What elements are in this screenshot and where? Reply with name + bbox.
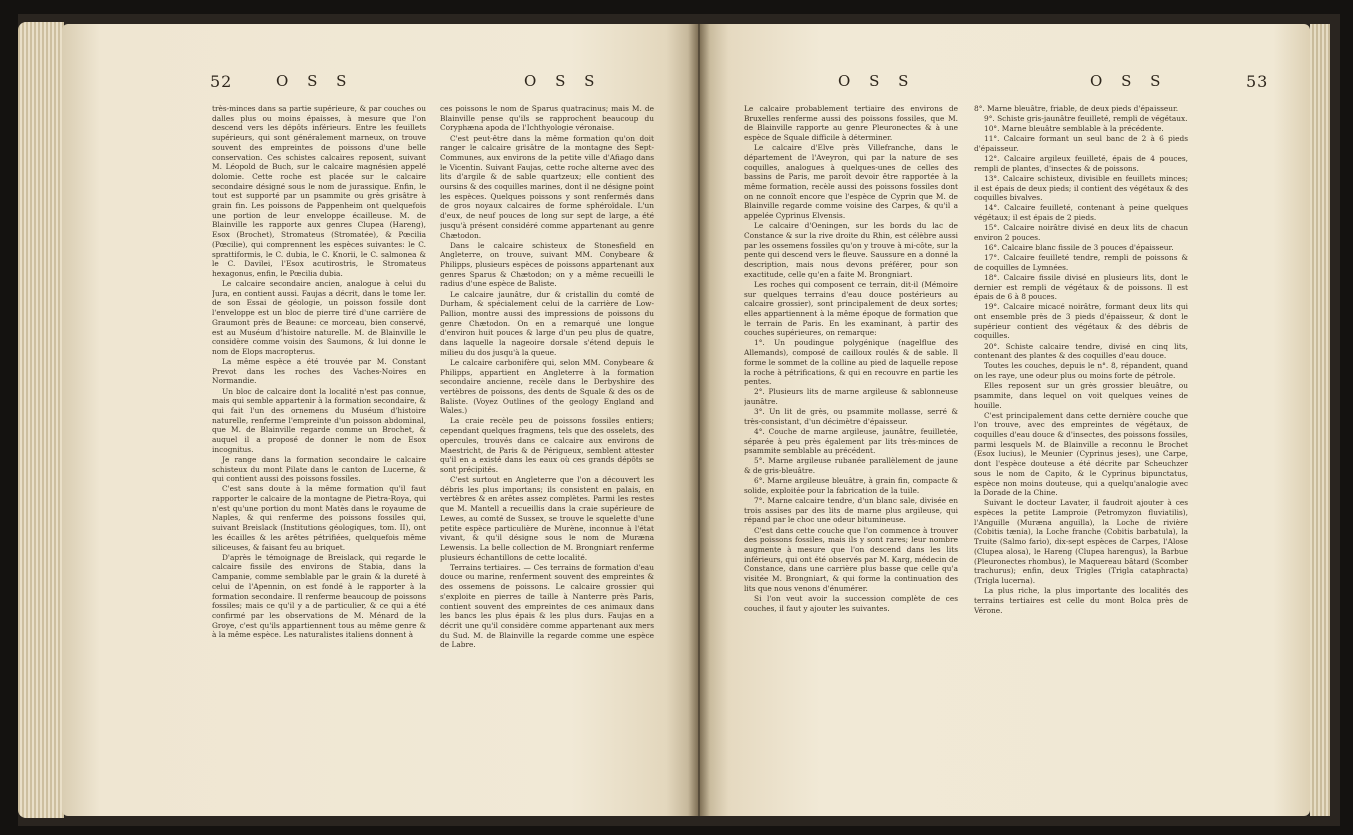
paragraph: 7°. Marne calcaire tendre, d'un blanc sale, divisée en trois assises par des lits de marne plus argileuse, qui répand par le choc une odeur bitumineuse. bbox=[744, 496, 958, 525]
paragraph: Terrains tertiaires. — Ces terrains de formation d'eau douce ou marine, renferment souvent des empreintes & des ossemens de poissons. Le calcaire grossier qui s'exploite en pierres de taille à Nanterre près Paris, contient souvent des empreintes de ces animaux dans les bancs les plus épais & les plus durs. Faujas en a décrit une qu'il considère comme appartenant aux mers du Sud. M. de Blainville la regarde comme une espèce de Labre. bbox=[440, 562, 654, 650]
paragraph: 14°. Calcaire feuilleté, contenant à peine quelques végétaux; il est épais de 2 pieds. bbox=[974, 203, 1188, 223]
paragraph: La même espèce a été trouvée par M. Constant Prevot dans les roches des Vaches-Noires en Normandie. bbox=[212, 357, 426, 386]
paragraph: La craie recèle peu de poissons fossiles entiers; cependant quelques fragmens, tels que des osselets, des opercules, trouvés dans ce calcaire aux environs de Maestricht, de Paris & de Périgueux, semblent attester qu'il en a existé dans les eaux où ces grands dépôts se sont précipités. bbox=[440, 416, 654, 474]
right-page-edges bbox=[1310, 24, 1330, 816]
paragraph: 18°. Calcaire fissile divisé en plusieurs lits, dont le dernier est rempli de végétaux & de poissons. Il est épais de 6 à 8 pouces. bbox=[974, 272, 1188, 302]
paragraph: C'est peut-être dans la même formation qu'on doit ranger le calcaire grisâtre de la montagne des Sept-Communes, aux environs de la petite ville d'Afiago dans le Vicentin. Suivant Faujas, cette roche alterne avec des lits d'argile & de sable quartzeux; elle contient des oursins & des coquilles marines, dont il ne désigne point les espèces. Quelques poissons y sont renfermés dans de gros noyaux calcaires de forme sphéroïdale. L'un d'eux, de neuf pouces de long sur sept de large, a été jusqu'à présent considéré comme appartenant au genre Chætodon. bbox=[440, 133, 654, 240]
paragraph: Le calcaire secondaire ancien, analogue à celui du Jura, en contient aussi. Faujas a décrit, dans le tome Ier. de son Essai de géologie, un poisson fossile dont l'enveloppe est un bloc de pierre tiré d'une carrière de Graumont près de Beaune: ce morceau, bien conservé, est au Muséum d'histoire naturelle. M. de Blainville le considère comme voisin des Saumons, & lui donne le nom de Elops macropterus. bbox=[212, 279, 426, 356]
paragraph: C'est principalement dans cette dernière couche que l'on trouve, avec des empreintes de végétaux, de coquilles d'eau douce & d'insectes, des poissons fossiles, parmi lesquels M. de Blainville a reconnu le Brochet (Esox lucius), le Meunier (Cyprinus jeses), une Carpe, dont l'espèce douteuse a été décrite par Scheuchzer sous le nom de Capito, & le Cyprinus bipunctatus, espèce non moins douteuse, qui a quelqu'analogie avec la Dorade de la Chine. bbox=[974, 410, 1188, 498]
right-page bbox=[698, 24, 1310, 816]
running-head: O S S bbox=[1090, 72, 1168, 90]
paragraph: Un bloc de calcaire dont la localité n'est pas connue, mais qui semble appartenir à la formation secondaire, & qui fait l'un des ornemens du Muséum d'histoire naturelle, renferme l'empreinte d'un poisson abdominal, que M. de Blainville regarde comme un Brochet, & auquel il a proposé de donner le nom de Esox incognitus. bbox=[212, 386, 426, 454]
text-column-1 bbox=[744, 104, 958, 804]
paragraph: Dans le calcaire schisteux de Stonesfield en Angleterre, on trouve, suivant MM. Conybeare & Philipps, plusieurs espèces de poissons appartenant aux genres Sparus & Chætodon; on y a même recueilli le radius d'une espèce de Baliste. bbox=[440, 240, 654, 289]
running-head: O S S bbox=[524, 72, 602, 90]
paragraph: 1°. Un poudingue polygénique (nagelflue des Allemands), composé de cailloux roulés & de sable. Il forme le sommet de la colline au pied de laquelle repose la roche à pétrifications, & qui en recouvre en partie les pentes. bbox=[744, 338, 958, 387]
paragraph: 5°. Marne argileuse rubanée parallèlement de jaune & de gris-bleuâtre. bbox=[744, 456, 958, 476]
paragraph: Les roches qui composent ce terrain, dit-il (Mémoire sur quelques terrains d'eau douce postérieurs au calcaire grossier), sont principalement de deux sortes; elles appartiennent à la même époque de formation que le terrain de Paris. En les examinant, à partir des couches supérieures, on remarque: bbox=[744, 279, 958, 338]
paragraph: 19°. Calcaire micacé noirâtre, formant deux lits qui ont ensemble près de 3 pieds d'épaisseur, & dont le supérieur contient des végétaux & des débris de coquilles. bbox=[974, 302, 1188, 341]
running-head: O S S bbox=[838, 72, 916, 90]
paragraph: ces poissons le nom de Sparus quatracinus; mais M. de Blainville pense qu'ils se rapprochent beaucoup du Coryphæna apoda de l'Ichthyologie véronaise. bbox=[440, 104, 654, 133]
paragraph: Le calcaire d'Oeningen, sur les bords du lac de Constance & sur la rive droite du Rhin, est célèbre aussi par les ossemens fossiles qu'on y trouve à mi-côte, sur la pente qui descend vers le fleuve. Saussure en a donné la description, mais nous devons préférer, pour son exactitude, celle qu'en a faite M. Brongniart. bbox=[744, 221, 958, 279]
left-page-edges bbox=[18, 22, 64, 818]
text-column-1 bbox=[212, 104, 426, 804]
paragraph: 17°. Calcaire feuilleté tendre, rempli de poissons & de coquilles de Lymnées. bbox=[974, 253, 1188, 272]
paragraph: 2°. Plusieurs lits de marne argileuse & sablonneuse jaunâtre. bbox=[744, 387, 958, 407]
paragraph: 8°. Marne bleuâtre, friable, de deux pieds d'épaisseur. bbox=[974, 104, 1179, 113]
paragraph: 3°. Un lit de grès, ou psammite mollasse, serré & très-consistant, d'un décimètre d'épaisseur. bbox=[744, 407, 958, 426]
left-page bbox=[62, 24, 698, 816]
paragraph: C'est dans cette couche que l'on commence à trouver des poissons fossiles, mais ils y sont rares; leur nombre augmente à mesure que l'on descend dans les lits inférieurs, qui ont été observés par M. Karg, médecin de Constance, dans une carrière plus basse que celle qu'a visitée M. Brongniart, & qui forme la continuation des lits que nous venons d'énumérer. bbox=[744, 525, 958, 593]
paragraph: 9°. Schiste gris-jaunâtre feuilleté, rempli de végétaux. bbox=[984, 114, 1188, 124]
paragraph: 12°. Calcaire argileux feuilleté, épais de 4 pouces, rempli de plantes, d'insectes & de poissons. bbox=[974, 154, 1188, 173]
left-page-header bbox=[62, 72, 698, 96]
book-gutter bbox=[688, 24, 710, 816]
paragraph: Je range dans la formation secondaire le calcaire schisteux du mont Pilate dans le canton de Lucerne, & qui contient aussi des poissons fossiles. bbox=[212, 454, 426, 484]
running-head: O S S bbox=[276, 72, 354, 90]
paragraph: Le calcaire jaunâtre, dur & cristallin du comté de Durham, & spécialement celui de la carrière de Low-Pallion, montre aussi des impressions de poissons du genre Chætodon. On en a remarqué une longue d'environ huit pouces & large d'un peu plus de quatre, dans laquelle la nageoire dorsale s'étend depuis le milieu du dos jusqu'à la queue. bbox=[440, 289, 654, 357]
paragraph: 13°. Calcaire schisteux, divisible en feuillets minces; il est épais de deux pieds; il contient des végétaux & des coquilles bivalves. bbox=[974, 173, 1188, 203]
paragraph: Toutes les couches, depuis le n°. 8, répandent, quand on les raye, une odeur plus ou moins forte de pétrole. bbox=[974, 361, 1188, 381]
paragraph: Suivant le docteur Lavater, il faudroit ajouter à ces espèces la petite Lamproie (Petromyzon fluviatilis), l'Anguille (Muræna anguilla), la Loche de rivière (Cobitis tænia), la Loche franche (Cobitis barbatula), la Truite (Salmo fario), dix-sept espèces de Carpes, l'Alose (Clupea alosa), le Hareng (Clupea harengus), la Barbue (Pleuronectes rhombus), le Maquereau bâtard (Scomber trachurus); enfin, deux Trigles (Trigla cataphracta) (Trigla lucerna). bbox=[974, 498, 1188, 585]
paragraph: Si l'on veut avoir la succession complète de ces couches, il faut y ajouter les suivantes. bbox=[744, 593, 958, 613]
paragraph: La plus riche, la plus importante des localités des terrains tertiaires est celle du mont Bolca près de Vérone. bbox=[974, 586, 1188, 615]
paragraph: 15°. Calcaire noirâtre divisé en deux lits de chacun environ 2 pouces. bbox=[974, 223, 1188, 242]
page-number: 52 bbox=[210, 72, 233, 91]
paragraph: D'après le témoignage de Breislack, qui regarde le calcaire fissile des environs de Stabia, dans la Campanie, comme semblable par le grain & la dureté à celui de l'Apennin, on est fondé à le rapporter à la formation secondaire. Il renferme beaucoup de poissons fossiles; mais ce qu'il y a de particulier, & ce qui a été confirmé par les observations de M. Ménard de la Groye, c'est qu'ils appartiennent tous au même genre & à la même espèce. Les naturalistes italiens donnent à bbox=[212, 552, 426, 640]
paragraph: Elles reposent sur un grès grossier bleuâtre, ou psammite, dans lequel on voit quelques veines de houille. bbox=[974, 381, 1188, 410]
paragraph: 4°. Couche de marne argileuse, jaunâtre, feuilletée, séparée à peu près également par lits très-minces de psammite semblable au précédent. bbox=[744, 426, 958, 456]
paragraph: très-minces dans sa partie supérieure, & par couches ou dalles plus ou moins épaisses, à mesure que l'on descend vers les dépôts inférieurs. Entre les feuillets supérieurs, qui sont généralement marneux, on trouve souvent des empreintes de poissons d'une belle conservation. Ces schistes calcaires reposent, suivant M. Léopold de Buch, sur le calcaire magnésien appelé dolomie. Cette roche est placée sur le calcaire secondaire désigné sous le nom de jurassique. Enfin, le tout est supporté par un psammite ou grès grisâtre à grain fin. Les poissons de Pappenheim ont quelquefois une portion de leur enveloppe écailleuse. M. de Blainville les rapporte aux genres Clupea (Hareng), Esox (Brochet), Stromateus (Stromatée), & Pœcilia (Pœcilie), qui comprennent les espèces suivantes: le C. sprattiformis, le C. dubia, le C. Knorii, le C. salmonea & le C. Davilei, l'Esox acutirostris, le Stromateus hexagonus, enfin, le Pœcilia dubia. bbox=[212, 104, 426, 278]
paragraph: 16°. Calcaire blanc fissile de 3 pouces d'épaisseur. bbox=[984, 242, 1174, 252]
paragraph: Le calcaire probablement tertiaire des environs de Bruxelles renferme aussi des poissons fossiles, que M. de Blainville rapporte au genre Pleuronectes & à une espèce de Squale difficile à déterminer. bbox=[744, 104, 958, 143]
paragraph: 11°. Calcaire formant un seul banc de 2 à 6 pieds d'épaisseur. bbox=[974, 134, 1188, 153]
text-column-2 bbox=[974, 104, 1188, 804]
paragraph: 10°. Marne bleuâtre semblable à la précédente. bbox=[984, 124, 1164, 134]
paragraph: C'est surtout en Angleterre que l'on a découvert les débris les plus importans; ils consistent en palais, en vertèbres & en arêtes assez complètes. Parmi les restes que M. Mantell a recueillis dans la craie supérieure de Lewes, au comté de Sussex, se trouve le squelette d'une petite espèce particulière de Murène, inconnue à l'état vivant, & qu'il désigne sous le nom de Muræna Lewensis. La belle collection de M. Brongniart renferme plusieurs échantillons de cette localité. bbox=[440, 475, 654, 562]
right-page-header bbox=[698, 72, 1310, 96]
text-column-2 bbox=[440, 104, 654, 804]
paragraph: Le calcaire d'Elve près Villefranche, dans le département de l'Aveyron, qui par la nature de ses coquilles, analogues à quelques-unes de celles des bassins de Paris, me paroît devoir être rapportée à la même formation, recèle aussi des poissons fossiles dont on ne connoît encore que l'espèce de Cyprin que M. de Blainville regarde comme voisine des Carpes, & qu'il a appelée Cyprinus Elvensis. bbox=[744, 143, 958, 221]
page-number: 53 bbox=[1246, 72, 1269, 91]
paragraph: C'est sans doute à la même formation qu'il faut rapporter le calcaire de la montagne de Pietra-Roya, qui n'est qu'une portion du mont Matès dans le royaume de Naples, & qui renferme des poissons fossiles qui, suivant Breislack (Institutions géologiques, tom. II), ont les écailles & les arêtes pétrifiées, quelquefois même siliceuses, & faisant feu au briquet. bbox=[212, 484, 426, 552]
paragraph: 6°. Marne argileuse bleuâtre, à grain fin, compacte & solide, exploitée pour la fabrication de la tuile. bbox=[744, 476, 958, 495]
paragraph: 20°. Schiste calcaire tendre, divisé en cinq lits, contenant des plantes & des coquilles d'eau douce. bbox=[974, 341, 1188, 361]
open-book bbox=[18, 14, 1340, 826]
paragraph: Le calcaire carbonifère qui, selon MM. Conybeare & Philipps, appartient en Angleterre à la formation secondaire ancienne, recèle dans le Derbyshire des vertèbres de poissons, des dents de Squale & des os de Baliste. (Voyez Outlines of the geology England and Wales.) bbox=[440, 357, 654, 416]
